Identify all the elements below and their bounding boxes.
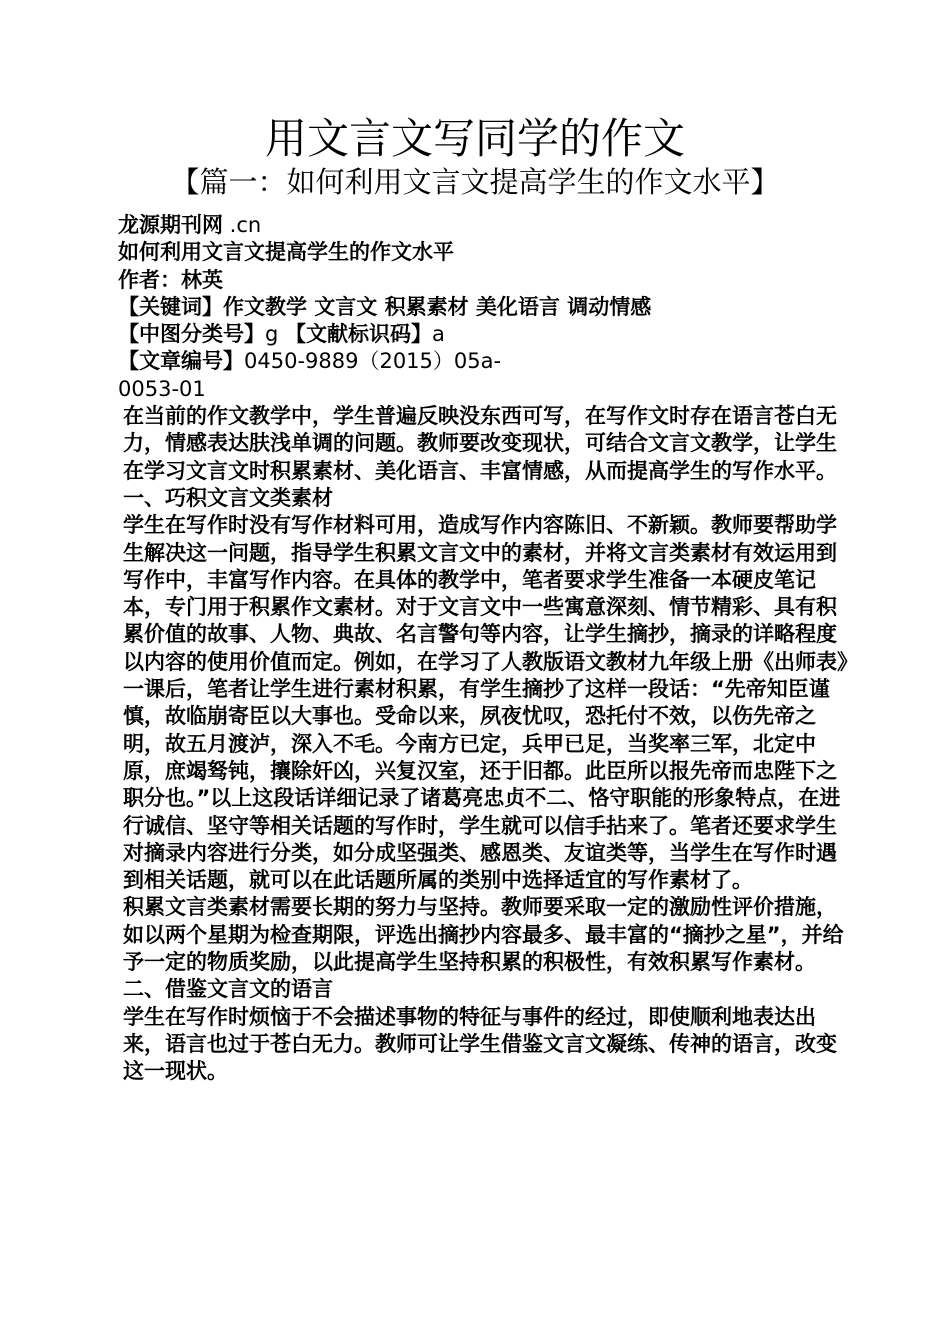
article-no-value: 0450-9889（2015）05a- (244, 349, 502, 374)
author-line: 作者：林英 (118, 267, 223, 292)
source-name: 龙源期刊网 (118, 213, 223, 237)
clc-label: 【中图分类号】 (118, 322, 265, 347)
section2-paragraph-1: 学生在写作时烦恼于不会描述事物的特征与事件的经过，即使顺利地表达出来，语言也过于苍白无力。教师可让学生借鉴文言文凝练、传神的语言，改变这一现状。 (123, 1004, 837, 1084)
section2-heading: 二、借鉴文言文的语言 (123, 977, 333, 1002)
doc-code-value: a (432, 322, 445, 347)
intro-paragraph: 在当前的作文教学中，学生普遍反映没东西可写，在写作文时存在语言苍白无力，情感表达肤浅单调的问题。教师要改变现状，可结合文言文教学，让学生在学习文言文时积累素材、美化语言、丰富情感，从而提高学生的写作水平。 (123, 404, 837, 483)
section1-heading: 一、巧积文言文类素材 (123, 485, 333, 510)
article-number-line (118, 348, 850, 375)
keywords-line: 【关键词】作文教学 文言文 积累素材 美化语言 调动情感 (118, 294, 652, 319)
section1-paragraph-2: 积累文言类素材需要长期的努力与坚持。教师要采取一定的激励性评价措施，如以两个星期为检查期限，评选出摘抄内容最多、最丰富的“摘抄之星”，并给予一定的物质奖励，以此提高学生坚持积累的积极性，有效积累写作素材。 (123, 895, 844, 975)
document-subtitle: 【篇一：如何利用文言文提高学生的作文水平】 (170, 165, 780, 199)
article-body (118, 212, 850, 1086)
source-url: .cn (223, 213, 262, 237)
article-no-label: 【文章编号】 (118, 349, 244, 374)
article-title: 如何利用文言文提高学生的作文水平 (118, 240, 454, 265)
source-line (118, 212, 850, 239)
clc-value: g (265, 322, 286, 347)
doc-code-label: 【文献标识码】 (285, 322, 433, 347)
section1-paragraph-1: 学生在写作时没有写作材料可用，造成写作内容陈旧、不新颖。教师要帮助学生解决这一问题，指导学生积累文言文中的素材，并将文言类素材有效运用到写作中，丰富写作内容。在具体的教学中，笔者要求学生准备一本硬皮笔记本，专门用于积累作文素材。对于文言文中一些寓意深刻、情节精彩、具有积累价值的故事、人物、典故、名言警句等内容，让学生摘抄，摘录的详略程度以内容的使用价值而定。例如，在学习了人教版语文教材九年级上册《出师表》一课后，笔者让学生进行素材积累，有学生摘抄了这样一段话：“先帝知臣谨慎，故临崩寄臣以大事也。受命以来，夙夜忧叹，恐托付不效，以伤先帝之明，故五月渡泸，深入不毛。今南方已定，兵甲已足，当奖率三军，北定中原，庶竭驽钝，攘除奸凶，兴复汉室，还于旧都。此臣所以报先帝而忠陛下之职分也。”以上这段话详细记录了诸葛亮忠贞不二、恪守职能的形象特点，在进行诚信、坚守等相关话题的写作时，学生就可以信手拈来了。笔者还要求学生对摘录内容进行分类，如分成坚强类、感恩类、友谊类等，当学生在写作时遇到相关话题，就可以在此话题所属的类别中选择适宜的写作素材了。 (123, 513, 848, 893)
article-number-cont: 0053-01 (118, 376, 206, 401)
classification-line (118, 321, 850, 348)
document-title: 用文言文写同学的作文 (264, 114, 685, 163)
